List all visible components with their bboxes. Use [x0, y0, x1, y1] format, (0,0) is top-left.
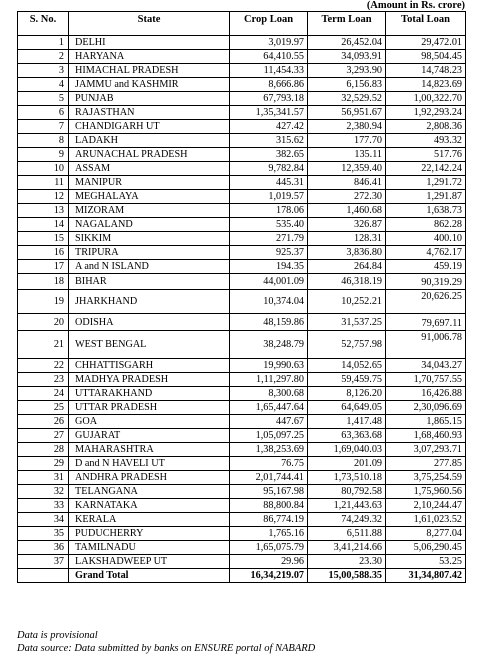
- table-row: [18, 541, 466, 555]
- row-term-loan: 12,359.40: [308, 162, 386, 176]
- row-total-loan: 1,68,460.93: [386, 429, 466, 443]
- row-sno: 8: [18, 134, 69, 148]
- row-term-loan: 264.84: [308, 260, 386, 274]
- table-row: [18, 290, 466, 314]
- row-total-loan: 90,319.29: [386, 274, 466, 290]
- row-state: ARUNACHAL PRADESH: [69, 148, 230, 162]
- row-term-loan: 201.09: [308, 457, 386, 471]
- row-sno: 21: [18, 331, 69, 359]
- row-total-loan: 1,291.87: [386, 190, 466, 204]
- row-term-loan: 8,126.20: [308, 387, 386, 401]
- row-state: A and N ISLAND: [69, 260, 230, 274]
- row-term-loan: 64,649.05: [308, 401, 386, 415]
- row-term-loan: 135.11: [308, 148, 386, 162]
- table-row: [18, 485, 466, 499]
- row-total-loan: 3,07,293.71: [386, 443, 466, 457]
- row-sno: 23: [18, 373, 69, 387]
- footnotes: [17, 629, 315, 655]
- row-crop-loan: 67,793.18: [230, 92, 308, 106]
- row-state: PUNJAB: [69, 92, 230, 106]
- row-state: PUDUCHERRY: [69, 527, 230, 541]
- row-total-loan: 1,638.73: [386, 204, 466, 218]
- row-crop-loan: 11,454.33: [230, 64, 308, 78]
- row-crop-loan: 447.67: [230, 415, 308, 429]
- row-state: UTTARAKHAND: [69, 387, 230, 401]
- row-sno: 13: [18, 204, 69, 218]
- table-row: [18, 373, 466, 387]
- row-sno: 34: [18, 513, 69, 527]
- row-term-loan: 6,511.88: [308, 527, 386, 541]
- row-state: WEST BENGAL: [69, 331, 230, 359]
- row-state: TAMILNADU: [69, 541, 230, 555]
- row-term-loan: 128.31: [308, 232, 386, 246]
- row-state: HIMACHAL PRADESH: [69, 64, 230, 78]
- row-sno: 27: [18, 429, 69, 443]
- row-sno: 16: [18, 246, 69, 260]
- row-sno: 26: [18, 415, 69, 429]
- row-sno: 28: [18, 443, 69, 457]
- row-term-loan: 46,318.19: [308, 274, 386, 290]
- row-term-loan: 14,052.65: [308, 359, 386, 373]
- row-crop-loan: 2,01,744.41: [230, 471, 308, 485]
- row-crop-loan: 925.37: [230, 246, 308, 260]
- row-term-loan: 63,363.68: [308, 429, 386, 443]
- table-row: [18, 457, 466, 471]
- row-total-loan: 8,277.04: [386, 527, 466, 541]
- row-total-loan: 862.28: [386, 218, 466, 232]
- row-state: MAHARASHTRA: [69, 443, 230, 457]
- header-term-loan: Term Loan: [308, 12, 386, 36]
- row-state: KERALA: [69, 513, 230, 527]
- row-state: BIHAR: [69, 274, 230, 290]
- row-sno: 6: [18, 106, 69, 120]
- row-crop-loan: 178.06: [230, 204, 308, 218]
- table-row: [18, 429, 466, 443]
- table-row: [18, 204, 466, 218]
- table-row: [18, 471, 466, 485]
- row-crop-loan: 1,35,341.57: [230, 106, 308, 120]
- row-term-loan: 1,73,510.18: [308, 471, 386, 485]
- row-crop-loan: 9,782.84: [230, 162, 308, 176]
- table-row: [18, 162, 466, 176]
- table-row: [18, 359, 466, 373]
- row-state: MADHYA PRADESH: [69, 373, 230, 387]
- table-row: [18, 176, 466, 190]
- header-total-loan: Total Loan: [386, 12, 466, 36]
- table-row: [18, 387, 466, 401]
- row-state: JHARKHAND: [69, 290, 230, 314]
- row-crop-loan: 76.75: [230, 457, 308, 471]
- table-body: [18, 36, 466, 583]
- row-term-loan: 59,459.75: [308, 373, 386, 387]
- row-sno: 2: [18, 50, 69, 64]
- row-total-loan: 20,626.25: [386, 290, 466, 314]
- row-term-loan: 177.70: [308, 134, 386, 148]
- row-sno: 17: [18, 260, 69, 274]
- row-sno: 18: [18, 274, 69, 290]
- row-crop-loan: 535.40: [230, 218, 308, 232]
- row-term-loan: 272.30: [308, 190, 386, 204]
- header-crop-loan: Crop Loan: [230, 12, 308, 36]
- table-row: [18, 218, 466, 232]
- row-sno: 35: [18, 527, 69, 541]
- row-sno: 3: [18, 64, 69, 78]
- table-row: [18, 232, 466, 246]
- row-total-loan: 2,808.36: [386, 120, 466, 134]
- row-term-loan: 56,951.67: [308, 106, 386, 120]
- row-total-loan: 14,748.23: [386, 64, 466, 78]
- row-term-loan: 10,252.21: [308, 290, 386, 314]
- row-crop-loan: 38,248.79: [230, 331, 308, 359]
- row-state: D and N HAVELI UT: [69, 457, 230, 471]
- row-sno: 36: [18, 541, 69, 555]
- row-total-loan: 1,70,757.55: [386, 373, 466, 387]
- row-term-loan: 2,380.94: [308, 120, 386, 134]
- row-term-loan: 52,757.98: [308, 331, 386, 359]
- row-term-loan: 846.41: [308, 176, 386, 190]
- row-sno: 33: [18, 499, 69, 513]
- row-state: TRIPURA: [69, 246, 230, 260]
- row-sno: 9: [18, 148, 69, 162]
- row-crop-loan: 382.65: [230, 148, 308, 162]
- row-crop-loan: 44,001.09: [230, 274, 308, 290]
- table-row: [18, 106, 466, 120]
- row-term-loan: 26,452.04: [308, 36, 386, 50]
- grand-total-row: [18, 569, 466, 583]
- row-total-loan: 459.19: [386, 260, 466, 274]
- row-sno: 15: [18, 232, 69, 246]
- header-row: [18, 12, 466, 36]
- row-term-loan: 1,21,443.63: [308, 499, 386, 513]
- row-state: MANIPUR: [69, 176, 230, 190]
- row-state: GUJARAT: [69, 429, 230, 443]
- row-crop-loan: 1,019.57: [230, 190, 308, 204]
- row-state: ANDHRA PRADESH: [69, 471, 230, 485]
- row-term-loan: 6,156.83: [308, 78, 386, 92]
- grand-total-sno: [18, 569, 69, 583]
- row-crop-loan: 8,666.86: [230, 78, 308, 92]
- row-sno: 7: [18, 120, 69, 134]
- row-state: KARNATAKA: [69, 499, 230, 513]
- row-term-loan: 3,293.90: [308, 64, 386, 78]
- row-sno: 11: [18, 176, 69, 190]
- row-total-loan: 5,06,290.45: [386, 541, 466, 555]
- table-row: [18, 513, 466, 527]
- table-row: [18, 401, 466, 415]
- row-sno: 12: [18, 190, 69, 204]
- row-term-loan: 80,792.58: [308, 485, 386, 499]
- row-sno: 37: [18, 555, 69, 569]
- row-state: ASSAM: [69, 162, 230, 176]
- row-state: DELHI: [69, 36, 230, 50]
- table-row: [18, 415, 466, 429]
- row-term-loan: 1,460.68: [308, 204, 386, 218]
- row-crop-loan: 1,765.16: [230, 527, 308, 541]
- row-sno: 10: [18, 162, 69, 176]
- row-crop-loan: 1,65,447.64: [230, 401, 308, 415]
- row-sno: 29: [18, 457, 69, 471]
- table-row: [18, 50, 466, 64]
- row-crop-loan: 1,65,075.79: [230, 541, 308, 555]
- row-crop-loan: 315.62: [230, 134, 308, 148]
- row-term-loan: 3,836.80: [308, 246, 386, 260]
- table-row: [18, 92, 466, 106]
- table-row: [18, 190, 466, 204]
- row-total-loan: 29,472.01: [386, 36, 466, 50]
- row-total-loan: 1,291.72: [386, 176, 466, 190]
- row-total-loan: 400.10: [386, 232, 466, 246]
- table-row: [18, 274, 466, 290]
- row-state: GOA: [69, 415, 230, 429]
- footnote-provisional: Data is provisional: [17, 630, 98, 641]
- row-total-loan: 79,697.11: [386, 314, 466, 331]
- row-total-loan: 493.32: [386, 134, 466, 148]
- row-total-loan: 517.76: [386, 148, 466, 162]
- row-total-loan: 4,762.17: [386, 246, 466, 260]
- table-row: [18, 246, 466, 260]
- row-crop-loan: 29.96: [230, 555, 308, 569]
- row-crop-loan: 427.42: [230, 120, 308, 134]
- row-total-loan: 14,823.69: [386, 78, 466, 92]
- row-crop-loan: 88,800.84: [230, 499, 308, 513]
- row-total-loan: 98,504.45: [386, 50, 466, 64]
- table-row: [18, 78, 466, 92]
- row-term-loan: 31,537.25: [308, 314, 386, 331]
- table-row: [18, 527, 466, 541]
- row-state: HARYANA: [69, 50, 230, 64]
- row-crop-loan: 194.35: [230, 260, 308, 274]
- row-crop-loan: 1,05,097.25: [230, 429, 308, 443]
- row-total-loan: 1,75,960.56: [386, 485, 466, 499]
- table-row: [18, 443, 466, 457]
- row-term-loan: 74,249.32: [308, 513, 386, 527]
- row-sno: 31: [18, 471, 69, 485]
- row-crop-loan: 8,300.68: [230, 387, 308, 401]
- row-state: NAGALAND: [69, 218, 230, 232]
- row-sno: 22: [18, 359, 69, 373]
- row-total-loan: 277.85: [386, 457, 466, 471]
- row-sno: 4: [18, 78, 69, 92]
- table-row: [18, 120, 466, 134]
- table-row: [18, 499, 466, 513]
- row-crop-loan: 1,38,253.69: [230, 443, 308, 457]
- row-state: SIKKIM: [69, 232, 230, 246]
- row-total-loan: 2,10,244.47: [386, 499, 466, 513]
- grand-total-total-loan: 31,34,807.42: [386, 569, 466, 583]
- grand-total-term-loan: 15,00,588.35: [308, 569, 386, 583]
- table-row: [18, 134, 466, 148]
- row-total-loan: 22,142.24: [386, 162, 466, 176]
- row-sno: 24: [18, 387, 69, 401]
- row-sno: 5: [18, 92, 69, 106]
- grand-total-crop-loan: 16,34,219.07: [230, 569, 308, 583]
- row-total-loan: 1,92,293.24: [386, 106, 466, 120]
- table-row: [18, 148, 466, 162]
- row-term-loan: 1,69,040.03: [308, 443, 386, 457]
- row-total-loan: 91,006.78: [386, 331, 466, 359]
- header-sno: S. No.: [18, 12, 69, 36]
- row-term-loan: 34,093.91: [308, 50, 386, 64]
- row-crop-loan: 3,019.97: [230, 36, 308, 50]
- row-crop-loan: 95,167.98: [230, 485, 308, 499]
- row-crop-loan: 1,11,297.80: [230, 373, 308, 387]
- row-term-loan: 1,417.48: [308, 415, 386, 429]
- row-term-loan: 326.87: [308, 218, 386, 232]
- grand-total-label: Grand Total: [69, 569, 230, 583]
- row-sno: 19: [18, 290, 69, 314]
- row-state: ODISHA: [69, 314, 230, 331]
- header-state: State: [69, 12, 230, 36]
- footnote-source: Data source: Data submitted by banks on ENSURE portal of NABARD: [17, 643, 316, 654]
- row-total-loan: 1,61,023.52: [386, 513, 466, 527]
- table-row: [18, 314, 466, 331]
- table-row: [18, 331, 466, 359]
- row-term-loan: 3,41,214.66: [308, 541, 386, 555]
- row-sno: 14: [18, 218, 69, 232]
- loan-table: [17, 11, 466, 583]
- row-state: JAMMU and KASHMIR: [69, 78, 230, 92]
- row-sno: 25: [18, 401, 69, 415]
- row-state: CHANDIGARH UT: [69, 120, 230, 134]
- row-state: CHHATTISGARH: [69, 359, 230, 373]
- row-state: LAKSHADWEEP UT: [69, 555, 230, 569]
- row-sno: 20: [18, 314, 69, 331]
- row-crop-loan: 86,774.19: [230, 513, 308, 527]
- table-row: [18, 260, 466, 274]
- row-total-loan: 3,75,254.59: [386, 471, 466, 485]
- row-sno: 32: [18, 485, 69, 499]
- row-crop-loan: 271.79: [230, 232, 308, 246]
- row-total-loan: 1,00,322.70: [386, 92, 466, 106]
- row-sno: 1: [18, 36, 69, 50]
- row-total-loan: 16,426.88: [386, 387, 466, 401]
- row-crop-loan: 10,374.04: [230, 290, 308, 314]
- row-state: RAJASTHAN: [69, 106, 230, 120]
- row-crop-loan: 445.31: [230, 176, 308, 190]
- table-row: [18, 64, 466, 78]
- table-row: [18, 555, 466, 569]
- row-total-loan: 34,043.27: [386, 359, 466, 373]
- row-state: MIZORAM: [69, 204, 230, 218]
- row-crop-loan: 19,990.63: [230, 359, 308, 373]
- unit-note: (Amount in Rs. crore): [366, 0, 465, 11]
- row-state: UTTAR PRADESH: [69, 401, 230, 415]
- row-state: LADAKH: [69, 134, 230, 148]
- table-row: [18, 36, 466, 50]
- row-state: MEGHALAYA: [69, 190, 230, 204]
- row-crop-loan: 48,159.86: [230, 314, 308, 331]
- row-crop-loan: 64,410.55: [230, 50, 308, 64]
- row-total-loan: 2,30,096.69: [386, 401, 466, 415]
- row-term-loan: 23.30: [308, 555, 386, 569]
- row-term-loan: 32,529.52: [308, 92, 386, 106]
- row-state: TELANGANA: [69, 485, 230, 499]
- row-total-loan: 53.25: [386, 555, 466, 569]
- row-total-loan: 1,865.15: [386, 415, 466, 429]
